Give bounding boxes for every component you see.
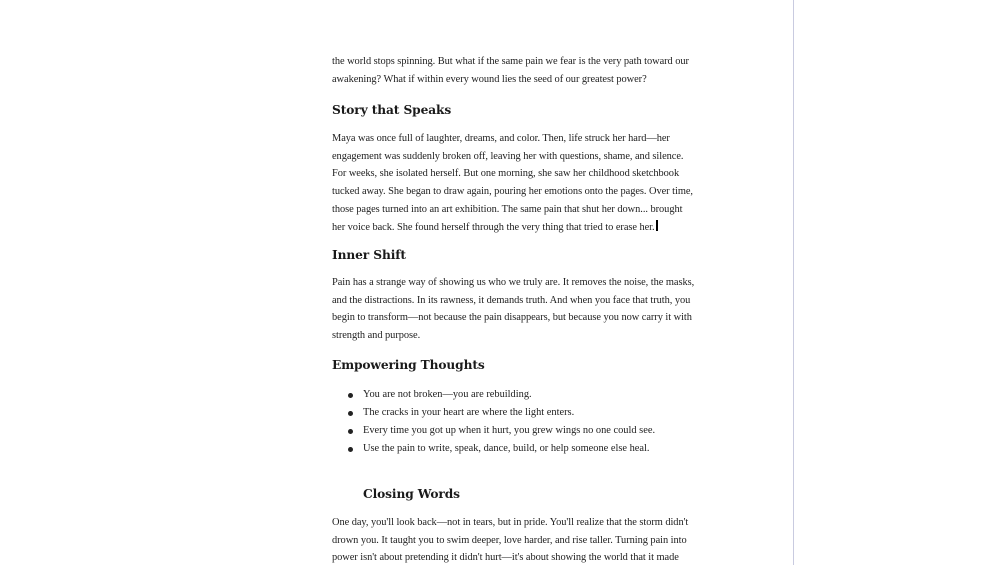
empowering-thoughts-list: [332, 386, 752, 458]
text-line: awakening? What if within every wound lies the seed of our greatest power?: [332, 73, 647, 85]
bullet-icon: [348, 411, 353, 416]
text-line: [332, 219, 752, 237]
text-line: begin to transform—not because the pain disappears, but because you now carry it with: [332, 312, 692, 324]
bullet-icon: [348, 447, 353, 452]
inner-shift-paragraph: [332, 274, 752, 345]
list-item-text: Every time you got up when it hurt, you grew wings no one could see.: [363, 425, 656, 436]
text-line-content: her voice back. She found herself through the very thing that tried to erase her.: [332, 221, 655, 233]
text-line: those pages turned into an art exhibition. The same pain that shut her down... brought: [332, 203, 683, 215]
list-item-text: Use the pain to write, speak, dance, build, or help someone else heal.: [363, 443, 650, 454]
story-paragraph: [332, 130, 752, 236]
text-line: power isn't about pretending it didn't hurt—it's about showing the world that it made: [332, 552, 679, 564]
intro-paragraph: [332, 53, 752, 88]
text-line: Pain has a strange way of showing us who we truly are. It removes the noise, the masks,: [332, 277, 695, 288]
text-line: drown you. It taught you to swim deeper, love harder, and rise taller. Turning pain into: [332, 534, 687, 546]
list-item: [332, 404, 752, 422]
bullet-icon: [348, 393, 353, 398]
text-line: the world stops spinning. But what if the same pain we fear is the very path toward our: [332, 56, 689, 67]
list-item-text: The cracks in your heart are where the light enters.: [363, 407, 575, 418]
section-heading-inner-shift: Inner Shift: [332, 248, 406, 262]
section-heading-closing-words: Closing Words: [363, 487, 460, 501]
text-line: Maya was once full of laughter, dreams, and color. Then, life struck her hard—her: [332, 133, 670, 144]
list-item: [332, 386, 752, 404]
list-item: [332, 422, 752, 440]
list-item-text: You are not broken—you are rebuilding.: [363, 389, 532, 400]
bullet-icon: [348, 429, 353, 434]
text-line: One day, you'll look back—not in tears, but in pride. You'll realize that the storm didn't: [332, 517, 689, 528]
section-heading-empowering-thoughts: Empowering Thoughts: [332, 358, 485, 372]
text-line: For weeks, she isolated herself. But one morning, she saw her childhood sketchbook: [332, 168, 680, 180]
closing-paragraph: [332, 514, 752, 567]
text-cursor: [656, 220, 658, 231]
text-line: engagement was suddenly broken off, leaving her with questions, shame, and silence.: [332, 150, 684, 162]
section-heading-story: Story that Speaks: [332, 103, 452, 117]
list-item: [332, 440, 752, 458]
text-line: strength and purpose.: [332, 330, 421, 342]
text-line: tucked away. She began to draw again, pouring her emotions onto the pages. Over time,: [332, 186, 693, 198]
text-line: and the distractions. In its rawness, it demands truth. And when you face that truth, you: [332, 294, 691, 306]
